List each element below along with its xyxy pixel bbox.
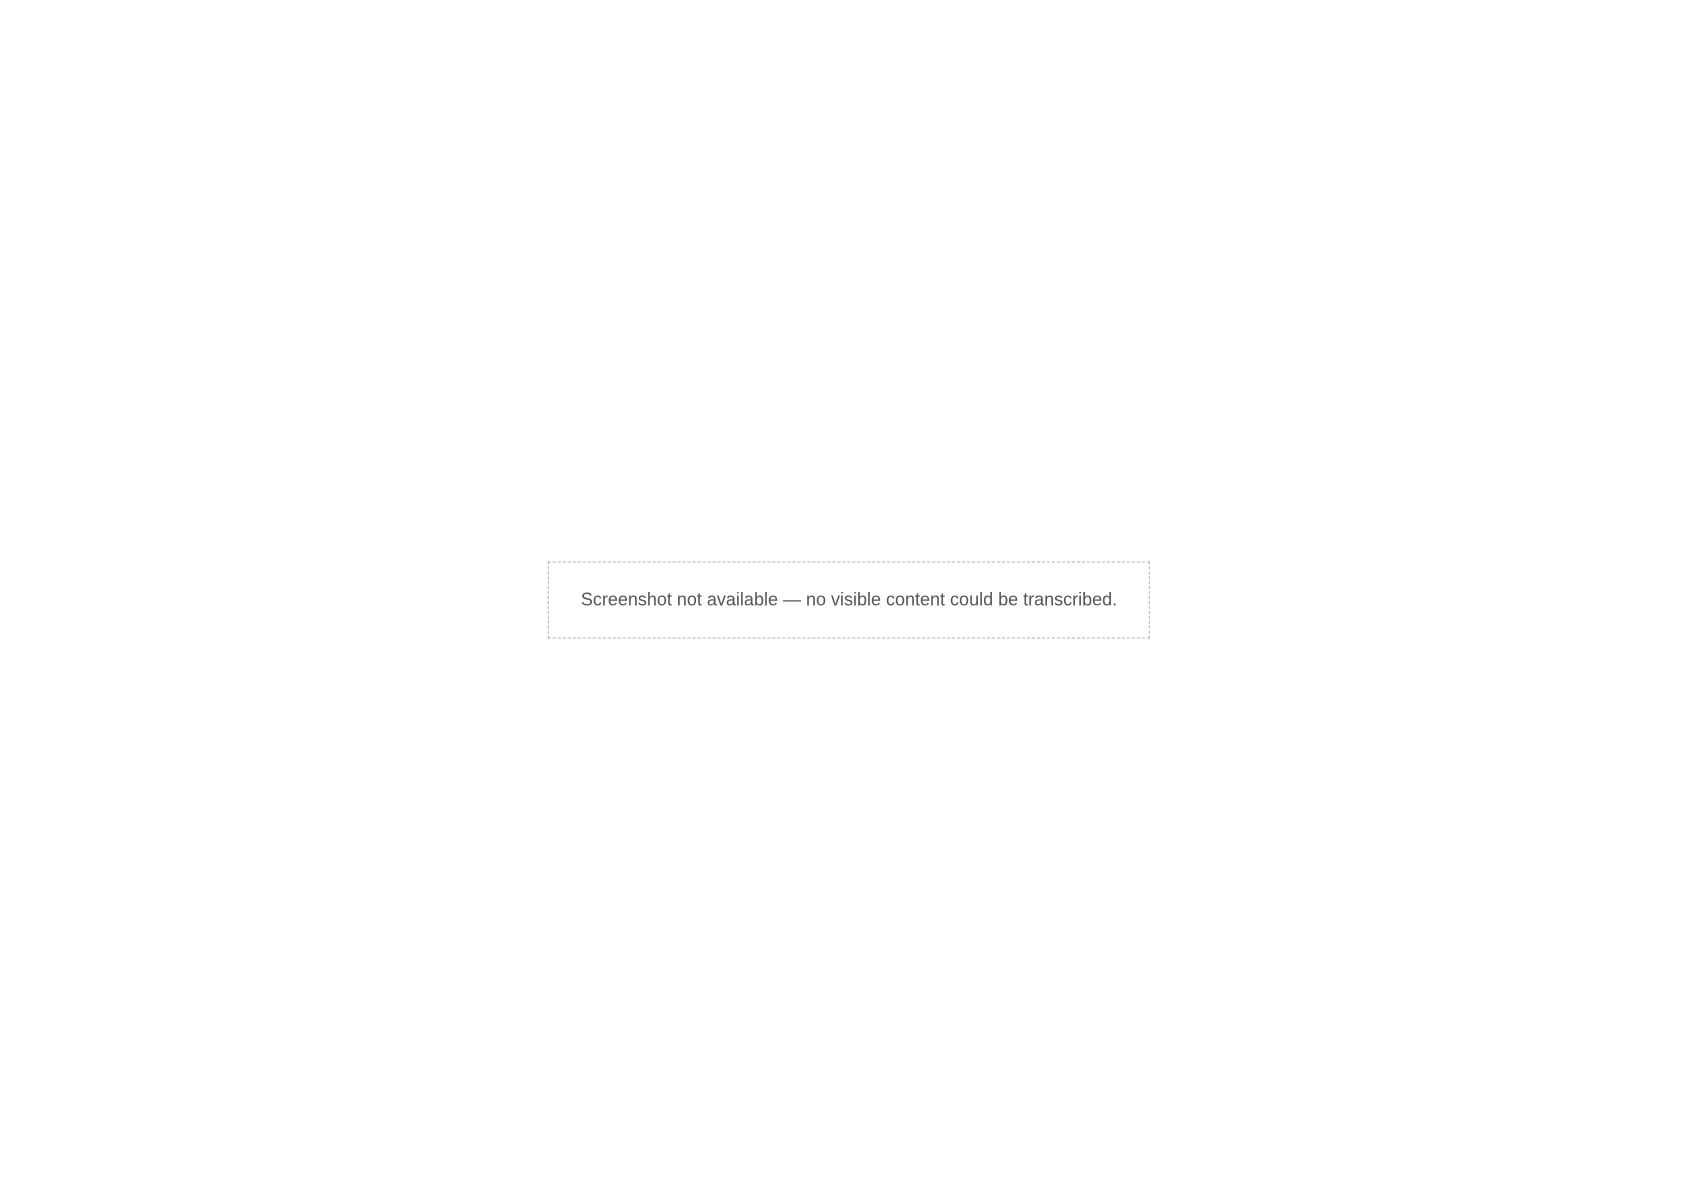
missing-screenshot-notice: Screenshot not available — no visible content could be transcribed. xyxy=(548,562,1150,639)
